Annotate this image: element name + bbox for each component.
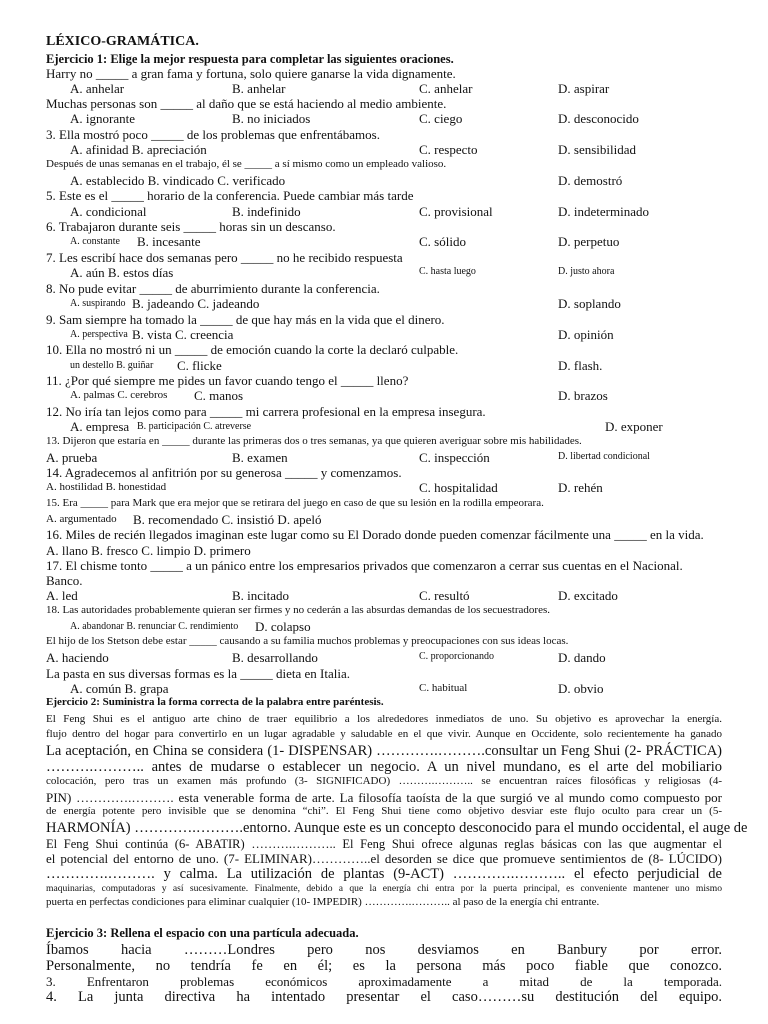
q4-option-d: D. demostró (558, 173, 623, 188)
q16-options: A. llano B. fresco C. limpio D. primero (46, 543, 251, 558)
q12-option-a: A. empresa (70, 419, 130, 434)
q2-option-c: C. ciego (419, 111, 463, 126)
q6-option-a: A. constante (70, 236, 120, 247)
question-12: 12. No iría tan lejos como para _____ mi carrera profesional en la empresa insegura. (46, 404, 486, 419)
q13-option-c: C. inspección (419, 450, 490, 465)
exercise-3-heading: Ejercicio 3: Rellena el espacio con una partícula adecuada. (46, 926, 359, 940)
exercise-2-heading: Ejercicio 2: Suministra la forma correcta de la palabra entre paréntesis. (46, 696, 384, 708)
question-8: 8. No pude evitar _____ de aburrimiento durante la conferencia. (46, 281, 380, 296)
question-9: 9. Sam siempre ha tomado la _____ de que hay más en la vida que el dinero. (46, 312, 445, 327)
q2-option-d: D. desconocido (558, 111, 639, 126)
q8-options-bc: B. jadeando C. jadeando (132, 296, 260, 311)
question-13: 13. Dijeron que estaría en _____ durante las primeras dos o tres semanas, ya que quieren averiguar sobre mis habilidades. (46, 435, 582, 447)
ex2-line-4: ……….……….. antes de mudarse o establecer un negocio. A un nivel mundano, es el arte del mobiliario (46, 759, 722, 775)
q20-option-d: D. obvio (558, 681, 604, 696)
q3-option-d: D. sensibilidad (558, 142, 636, 157)
ex3-item-3: 3. Enfrentaron problemas económicos aproximadamente a mitad de la temporada. (46, 974, 722, 989)
q13-option-a: A. prueba (46, 450, 98, 465)
q6-option-b: B. incesante (137, 234, 201, 249)
q1-option-a: A. anhelar (70, 81, 125, 96)
q3-option-c: C. respecto (419, 142, 478, 157)
q19-option-a: A. haciendo (46, 650, 109, 665)
q3-options-ab: A. afinidad B. apreciación (70, 142, 207, 157)
ex3-item-4: 4. La junta directiva ha intentado presentar el caso………su destitución del equipo. (46, 989, 722, 1005)
question-2: Muchas personas son _____ al daño que se está haciendo al medio ambiente. (46, 96, 447, 111)
q19-option-c: C. proporcionando (419, 651, 494, 662)
question-5: 5. Este es el _____ horario de la conferencia. Puede cambiar más tarde (46, 188, 414, 203)
q7-option-c: C. hasta luego (419, 266, 476, 277)
q14-options-ab: A. hostilidad B. honestidad (46, 481, 167, 493)
question-11: 11. ¿Por qué siempre me pides un favor cuando tengo el _____ lleno? (46, 373, 409, 388)
ex2-line-2: flujo dentro del hogar para convertirlo en un lugar agradable y saludable en el que vivir. Aunque en Occidente, solo recientemente ha ganado (46, 728, 722, 740)
q5-option-b: B. indefinido (232, 204, 301, 219)
question-6: 6. Trabajaron durante seis _____ horas sin un descanso. (46, 219, 336, 234)
q4-options-abc: A. establecido B. vindicado C. verificado (70, 173, 286, 188)
q6-option-c: C. sólido (419, 234, 466, 249)
q12-options-bc: B. participación C. atreverse (137, 421, 252, 432)
q7-option-d: D. justo ahora (558, 266, 615, 277)
question-10: 10. Ella no mostró ni un _____ de emoción cuando la corte la declaró culpable. (46, 342, 459, 357)
q20-options-ab: A. común B. grapa (70, 681, 169, 696)
ex3-item-1: Íbamos hacia ………Londres pero nos desviamos en Banbury por error. (46, 942, 722, 958)
question-15: 15. Era _____ para Mark que era mejor que se retirara del juego en caso de que su lesión en la rodilla empeorara. (46, 497, 544, 509)
ex2-line-11: ………….………. y calma. La utilización de plantas (9-ACT) ………….……….. el efecto perjudicial de (46, 866, 722, 882)
exercise-1-heading: Ejercicio 1: Elige la mejor respuesta para completar las siguientes oraciones. (46, 52, 454, 66)
ex2-line-1: El Feng Shui es el antiguo arte chino de traer equilibrio a los alrededores inmediatos de uno. Su objetivo es aprovechar la energía. (46, 713, 722, 725)
ex2-line-12: maquinarias, computadoras y así sucesivamente. Finalmente, debido a que la energía chi entra por la puerta principal, es conveniente mantener uno mismo (46, 883, 722, 894)
q17-option-b: B. incitado (232, 588, 290, 603)
ex3-item-2: Personalmente, no tendría fe en él; es la persona más poco fiable que conozco. (46, 958, 722, 974)
question-16: 16. Miles de recién llegados imaginan este lugar como su El Dorado donde pueden comenzar fácilmente una _____ en la vida. (46, 527, 704, 542)
q10-option-c: C. flicke (177, 358, 222, 373)
q11-option-c: C. manos (194, 388, 244, 403)
question-17-continued: Banco. (46, 573, 83, 588)
q17-option-c: C. resultó (419, 588, 470, 603)
question-17: 17. El chisme tonto _____ a un pánico entre los empresarios privados que comenzaron a cerrar sus cuentas en el Nacional. (46, 558, 683, 573)
q8-option-a: A. suspirando (70, 298, 126, 309)
q8-option-d: D. soplando (558, 296, 621, 311)
ex2-line-3: La aceptación, en China se considera (1- DISPENSAR) ………….……….consultar un Feng Shui (2- PRÁCTICA) (46, 743, 722, 759)
question-3: 3. Ella mostró poco _____ de los problemas que enfrentábamos. (46, 127, 380, 142)
q17-option-d: D. excitado (558, 588, 618, 603)
q10-options-ab: un destello B. guiñar (70, 360, 154, 371)
q20-option-c: C. habitual (419, 682, 468, 694)
q1-option-d: D. aspirar (558, 81, 610, 96)
q19-option-d: D. dando (558, 650, 606, 665)
ex2-line-9: El Feng Shui continúa (6- ABATIR) ……….……….. El Feng Shui ofrece algunas reglas básicas con las que augmentar el (46, 837, 722, 851)
q7-options-ab: A. aún B. estos días (70, 265, 174, 280)
q18-options-abc: A. abandonar B. renunciar C. rendimiento (70, 621, 239, 632)
q9-option-d: D. opinión (558, 327, 614, 342)
q11-options-ab: A. palmas C. cerebros (70, 389, 168, 401)
q9-option-a: A. perspectiva (70, 329, 128, 340)
q10-option-d: D. flash. (558, 358, 603, 373)
question-19: El hijo de los Stetson debe estar _____ causando a su familia muchos problemas y preocupaciones con sus ideas locas. (46, 635, 569, 647)
q13-option-b: B. examen (232, 450, 288, 465)
q14-option-c: C. hospitalidad (419, 480, 498, 495)
ex2-line-13: puerta en perfectas condiciones para eliminar cualquier (10- IMPEDIR) ………….……….. al paso de la energía chi entrante. (46, 896, 600, 908)
q15-options-bcd: B. recomendado C. insistió D. apeló (133, 512, 322, 527)
question-14: 14. Agradecemos al anfitrión por su generosa _____ y comenzamos. (46, 465, 402, 480)
page-title: LÉXICO-GRAMÁTICA. (46, 34, 199, 49)
q14-option-d: D. rehén (558, 480, 603, 495)
question-7: 7. Les escribí hace dos semanas pero _____ no he recibido respuesta (46, 250, 403, 265)
q5-option-c: C. provisional (419, 204, 493, 219)
ex2-line-6: PIN) ………….………. esta venerable forma de arte. La filosofía taoísta de la que surgió ve al mundo como compuesto por (46, 790, 722, 805)
ex2-line-5: colocación, pero tras un examen más profundo (3- SIGNIFICADO) ……….……….. se encuentran raíces filosóficas y religiosas (4- (46, 775, 722, 787)
q5-option-d: D. indeterminado (558, 204, 649, 219)
q11-option-d: D. brazos (558, 388, 608, 403)
ex2-line-10: el potencial del entorno de uno. (7- ELIMINAR)…………..el desorden se dice que promueve sentimientos de (8- LÚCIDO) (46, 851, 722, 866)
q2-option-b: B. no iniciados (232, 111, 311, 126)
q18-option-d: D. colapso (255, 619, 311, 634)
q9-options-bc: B. vista C. creencia (132, 327, 234, 342)
q15-option-a: A. argumentado (46, 513, 117, 525)
q13-option-d: D. libertad condicional (558, 451, 650, 462)
q17-option-a: A. led (46, 588, 78, 603)
ex2-line-7: de energía potente pero invisible que se denomina “chi”. El Feng Shui tiene como objetivo desviar este flujo oculto para crear un (5- (46, 805, 722, 817)
q2-option-a: A. ignorante (70, 111, 135, 126)
question-20: La pasta en sus diversas formas es la _____ dieta en Italia. (46, 666, 350, 681)
q1-option-b: B. anhelar (232, 81, 286, 96)
q12-option-d: D. exponer (605, 419, 663, 434)
q6-option-d: D. perpetuo (558, 234, 620, 249)
ex2-line-8: HARMONÍA) ………….……….entorno. Aunque este es un concepto desconocido para el mundo occidental, el auge de (46, 820, 748, 836)
q19-option-b: B. desarrollando (232, 650, 318, 665)
question-4: Después de unas semanas en el trabajo, él se _____ a sí mismo como un empleado valioso. (46, 158, 447, 170)
question-1: Harry no _____ a gran fama y fortuna, solo quiere ganarse la vida dignamente. (46, 66, 456, 81)
question-18: 18. Las autoridades probablemente quieran ser firmes y no cederán a las absurdas demandas de los secuestradores. (46, 604, 550, 616)
q1-option-c: C. anhelar (419, 81, 473, 96)
q5-option-a: A. condicional (70, 204, 147, 219)
